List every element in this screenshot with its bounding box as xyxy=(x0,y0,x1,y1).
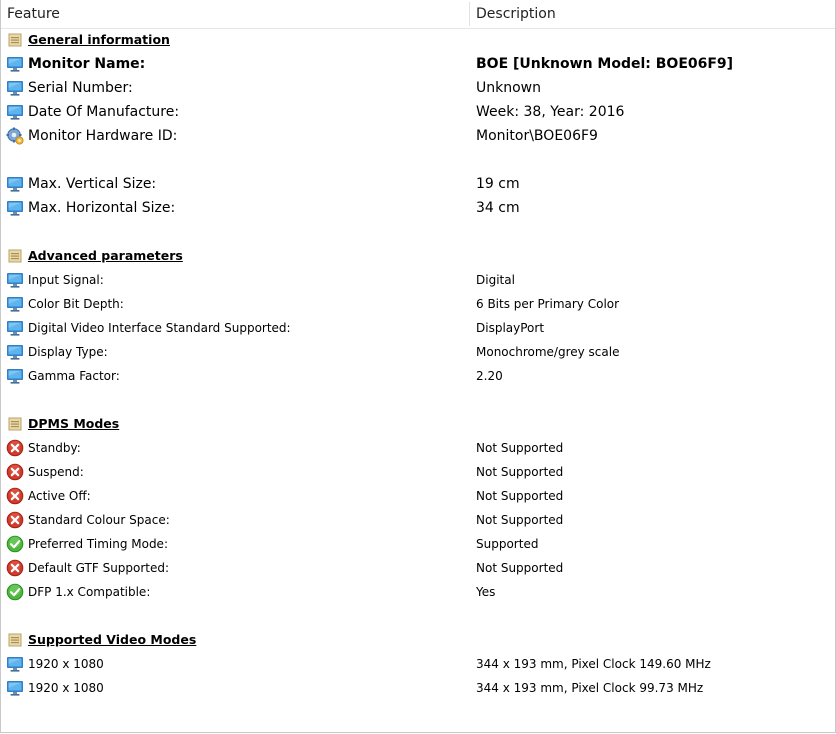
monitor-icon xyxy=(6,79,24,97)
table-row[interactable] xyxy=(1,124,835,148)
column-header-description[interactable]: Description xyxy=(476,6,556,22)
feature-label: Standard Colour Space: xyxy=(28,513,170,527)
feature-label: Preferred Timing Mode: xyxy=(28,537,168,551)
table-row[interactable] xyxy=(1,268,835,292)
column-header-feature[interactable]: Feature xyxy=(7,6,60,22)
feature-label: Monitor Name: xyxy=(28,56,146,72)
feature-label: Color Bit Depth: xyxy=(28,297,124,311)
monitor-icon xyxy=(6,295,24,313)
feature-label: Digital Video Interface Standard Supported: xyxy=(28,321,291,335)
blank-row xyxy=(1,388,835,412)
table-row[interactable] xyxy=(1,76,835,100)
section-header xyxy=(1,28,835,52)
table-row[interactable] xyxy=(1,196,835,220)
feature-label: Max. Horizontal Size: xyxy=(28,200,176,216)
description-value: Digital xyxy=(476,273,515,287)
description-value: DisplayPort xyxy=(476,321,545,335)
table-row[interactable] xyxy=(1,484,835,508)
feature-label: Default GTF Supported: xyxy=(28,561,170,575)
feature-label: Serial Number: xyxy=(28,80,133,96)
error-x-icon xyxy=(6,511,24,529)
table-body xyxy=(1,28,835,700)
section-icon xyxy=(6,631,24,649)
blank-row xyxy=(1,220,835,244)
monitor-icon xyxy=(6,271,24,289)
feature-label: Date Of Manufacture: xyxy=(28,104,180,120)
error-x-icon xyxy=(6,559,24,577)
description-value: Week: 38, Year: 2016 xyxy=(476,104,625,120)
error-x-icon xyxy=(6,487,24,505)
description-value: 19 cm xyxy=(476,176,520,192)
feature-label: 1920 x 1080 xyxy=(28,657,104,671)
description-value: Monitor\BOE06F9 xyxy=(476,128,598,144)
feature-label: Input Signal: xyxy=(28,273,104,287)
table-header xyxy=(1,0,835,29)
monitor-icon xyxy=(6,175,24,193)
section-icon xyxy=(6,415,24,433)
check-icon xyxy=(6,535,24,553)
description-value: Supported xyxy=(476,537,539,551)
section-header xyxy=(1,628,835,652)
table-row[interactable] xyxy=(1,100,835,124)
table-row[interactable] xyxy=(1,580,835,604)
error-x-icon xyxy=(6,439,24,457)
table-row[interactable] xyxy=(1,292,835,316)
description-value: BOE [Unknown Model: BOE06F9] xyxy=(476,56,734,72)
section-header xyxy=(1,244,835,268)
table-row[interactable] xyxy=(1,556,835,580)
description-value: Monochrome/grey scale xyxy=(476,345,620,359)
feature-label: Suspend: xyxy=(28,465,84,479)
monitor-icon xyxy=(6,679,24,697)
section-header xyxy=(1,412,835,436)
table-row[interactable] xyxy=(1,460,835,484)
section-title: General information xyxy=(28,32,170,47)
feature-label: DFP 1.x Compatible: xyxy=(28,585,151,599)
feature-label: Monitor Hardware ID: xyxy=(28,128,178,144)
blank-row xyxy=(1,604,835,628)
section-title: Supported Video Modes xyxy=(28,632,197,647)
table-row[interactable] xyxy=(1,52,835,76)
monitor-icon xyxy=(6,103,24,121)
description-value: Not Supported xyxy=(476,441,564,455)
section-icon xyxy=(6,31,24,49)
monitor-icon xyxy=(6,199,24,217)
section-icon xyxy=(6,247,24,265)
monitor-icon xyxy=(6,55,24,73)
feature-label: Active Off: xyxy=(28,489,91,503)
feature-label: Display Type: xyxy=(28,345,108,359)
feature-label: Max. Vertical Size: xyxy=(28,176,157,192)
description-value: Not Supported xyxy=(476,561,564,575)
hardware-gear-icon xyxy=(6,127,24,145)
description-value: 6 Bits per Primary Color xyxy=(476,297,620,311)
table-row[interactable] xyxy=(1,532,835,556)
error-x-icon xyxy=(6,463,24,481)
description-value: Not Supported xyxy=(476,489,564,503)
monitor-icon xyxy=(6,655,24,673)
table-row[interactable] xyxy=(1,652,835,676)
description-value: Yes xyxy=(476,585,496,599)
section-title: DPMS Modes xyxy=(28,416,120,431)
section-title: Advanced parameters xyxy=(28,248,183,263)
feature-label: Standby: xyxy=(28,441,81,455)
check-icon xyxy=(6,583,24,601)
table-row[interactable] xyxy=(1,364,835,388)
table-row[interactable] xyxy=(1,508,835,532)
feature-label: 1920 x 1080 xyxy=(28,681,104,695)
column-divider[interactable] xyxy=(469,2,470,26)
monitor-icon xyxy=(6,319,24,337)
table-row[interactable] xyxy=(1,676,835,700)
description-value: Unknown xyxy=(476,80,541,96)
description-value: Not Supported xyxy=(476,513,564,527)
description-value: 344 x 193 mm, Pixel Clock 99.73 MHz xyxy=(476,681,704,695)
description-value: 34 cm xyxy=(476,200,520,216)
table-row[interactable] xyxy=(1,316,835,340)
table-row[interactable] xyxy=(1,436,835,460)
blank-row xyxy=(1,148,835,172)
feature-label: Gamma Factor: xyxy=(28,369,120,383)
monitor-icon xyxy=(6,367,24,385)
table-row[interactable] xyxy=(1,340,835,364)
description-value: 2.20 xyxy=(476,369,503,383)
description-value: Not Supported xyxy=(476,465,564,479)
table-row[interactable] xyxy=(1,172,835,196)
description-value: 344 x 193 mm, Pixel Clock 149.60 MHz xyxy=(476,657,711,671)
monitor-icon xyxy=(6,343,24,361)
